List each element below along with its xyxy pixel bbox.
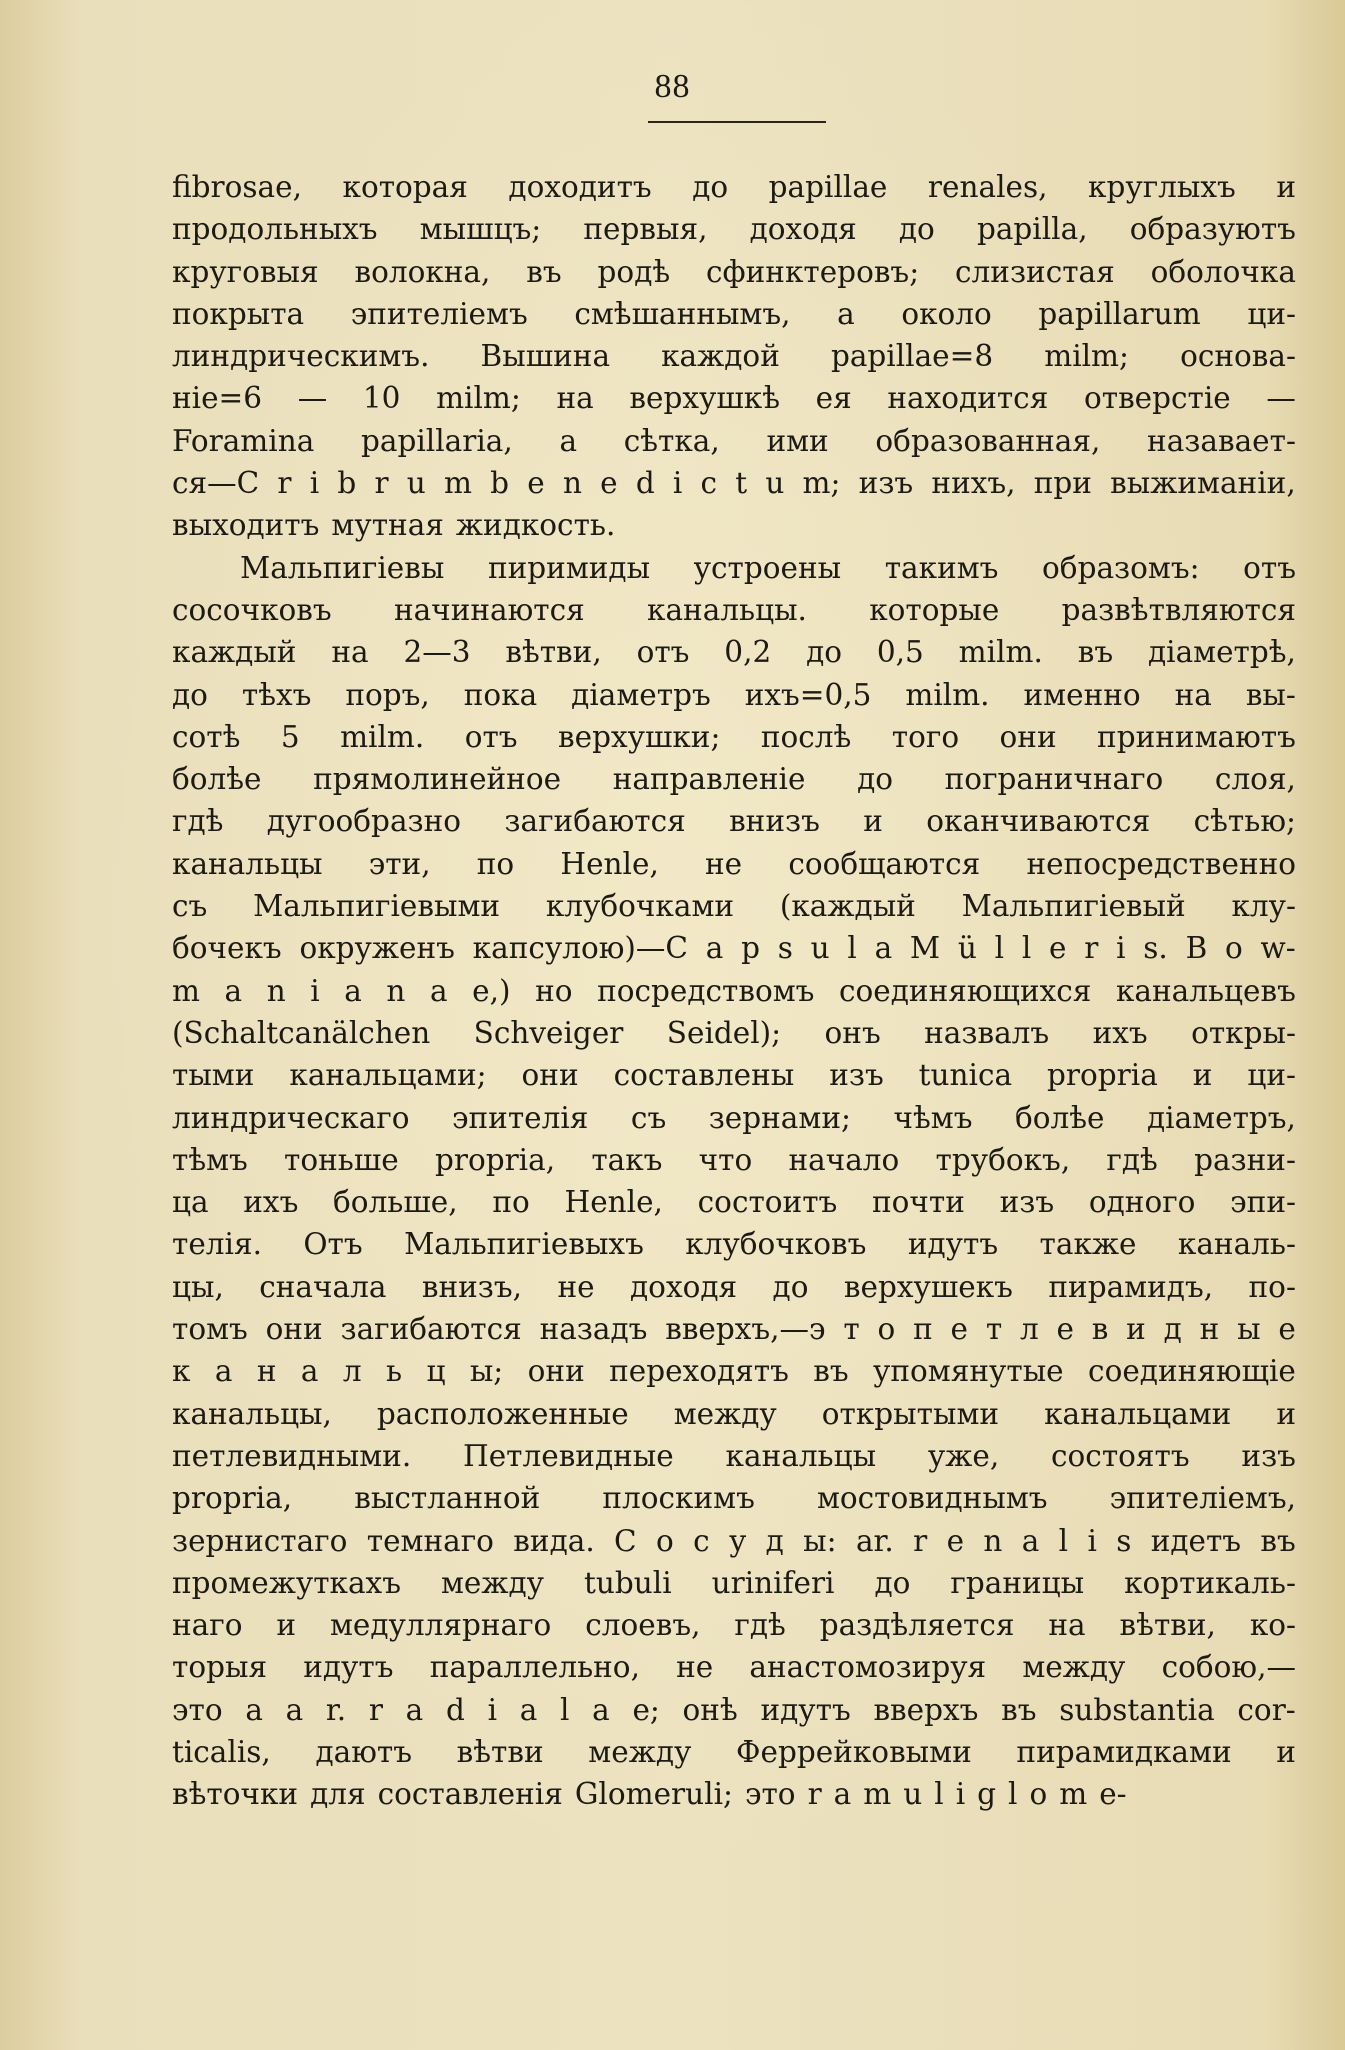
text-line: выходитъ мутная жидкость. [172, 508, 616, 543]
text-line: петлевидными. Петлевидные канальцы уже, состоятъ изъ [172, 1438, 1296, 1473]
text-line: канальцы, расположенные между открытыми канальцами и [172, 1396, 1296, 1431]
text-line: вѣточки для составленія Glomeruli; это r a m u l i g l o m e- [172, 1777, 1127, 1812]
text-line: канальцы эти, по Henle, не сообщаются непосредственно [172, 846, 1296, 881]
text-line: цы, сначала внизъ, не доходя до верхушекъ пирамидъ, по- [172, 1269, 1296, 1304]
text-line: ticalis, даютъ вѣтви между Феррейковыми пирамидками и [172, 1734, 1296, 1769]
text-line: сосочковъ начинаются канальцы. которые развѣтвляются [172, 592, 1296, 627]
text-line: к а н а л ь ц ы; они переходятъ въ упомянутые соединяющіе [172, 1354, 1296, 1389]
text-line: тѣмъ тоньше propria, такъ что начало трубокъ, гдѣ разни- [172, 1142, 1296, 1177]
text-line: (Schaltcanälchen Schveiger Seidel); онъ назвалъ ихъ откры- [172, 1015, 1296, 1050]
text-line: Foramina papillaria, а сѣтка, ими образованная, назавает- [172, 423, 1296, 458]
text-line: болѣе прямолинейное направленіе до пограничнаго слоя, [172, 762, 1296, 797]
text-line: fibrosae, которая доходитъ до papillae renales, круглыхъ и [172, 170, 1296, 204]
page-number: 88 [654, 68, 691, 105]
header-rule [648, 121, 826, 123]
text-line: томъ они загибаются назадъ вверхъ,—э т о п е т л е в и д н ы е [172, 1312, 1296, 1347]
text-line: зернистаго темнаго вида. С о с у д ы: ar. r e n a l i s идетъ въ [172, 1523, 1296, 1558]
text-line: сотѣ 5 milm. отъ верхушки; послѣ того они принимаютъ [172, 719, 1296, 754]
text-line: покрыта эпителіемъ смѣшаннымъ, а около papillarum ци- [172, 296, 1296, 331]
text-line: каждый на 2—3 вѣтви, отъ 0,2 до 0,5 milm. въ діаметрѣ, [172, 635, 1296, 670]
text-line: ся—C r i b r u m b e n e d i c t u m; изъ нихъ, при выжиманіи, [172, 466, 1296, 501]
text-line: Мальпигіевы пиримиды устроены такимъ образомъ: отъ [240, 550, 1296, 585]
text-line: линдрическимъ. Вышина каждой papillae=8 milm; основа- [172, 339, 1296, 374]
text-line: линдрическаго эпителія съ зернами; чѣмъ болѣе діаметръ, [172, 1100, 1296, 1135]
text-line: тыми канальцами; они составлены изъ tunica propria и ци- [172, 1058, 1296, 1093]
text-line: торыя идутъ параллельно, не анастомозируя между собою,— [172, 1650, 1296, 1685]
text-line: ца ихъ больше, по Henle, состоитъ почти изъ одного эпи- [172, 1185, 1296, 1220]
text-line: телія. Отъ Мальпигіевыхъ клубочковъ идутъ также каналь- [172, 1227, 1296, 1262]
text-line: промежуткахъ между tubuli uriniferi до границы кортикаль- [172, 1565, 1296, 1600]
text-line: гдѣ дугообразно загибаются внизъ и оканчиваются сѣтью; [172, 804, 1296, 839]
text-line: propria, выстланной плоскимъ мостовиднымъ эпителіемъ, [172, 1481, 1296, 1516]
text-line: продольныхъ мышцъ; первыя, доходя до papilla, образуютъ [172, 212, 1296, 247]
text-line: ніе=6 — 10 milm; на верхушкѣ ея находится отверстіе — [172, 381, 1296, 416]
text-line: m a n i a n a e,) но посредствомъ соединяющихся канальцевъ [172, 973, 1296, 1008]
text-line: это a a r. r a d i a l a e; онѣ идутъ вверхъ въ substantia cor- [172, 1692, 1296, 1727]
text-line: съ Мальпигіевыми клубочками (каждый Мальпигіевый клу- [172, 889, 1296, 924]
text-line: круговыя волокна, въ родѣ сфинктеровъ; слизистая оболочка [172, 254, 1296, 289]
text-line: до тѣхъ поръ, пока діаметръ ихъ=0,5 milm. именно на вы- [172, 677, 1296, 712]
text-line: бочекъ окруженъ капсулою)—C a p s u l a M ü l l e r i s. B o w- [172, 931, 1296, 966]
body-text [172, 166, 1296, 1816]
text-line: наго и медуллярнаго слоевъ, гдѣ раздѣляется на вѣтви, ко- [172, 1608, 1296, 1643]
